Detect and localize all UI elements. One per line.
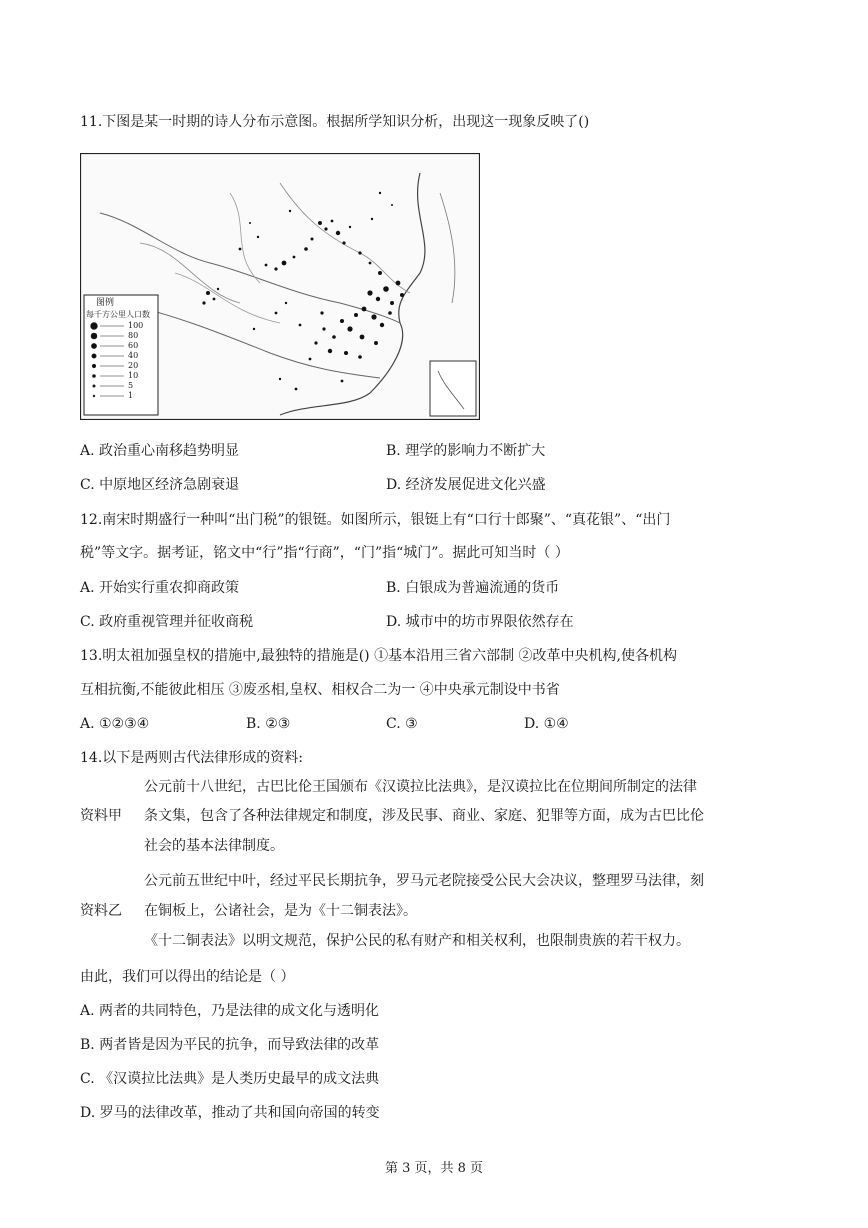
page-footer: 第 3 页，共 8 页 <box>384 1161 484 1176</box>
material-a-line: 社会的基本法律制度。 <box>144 838 284 854</box>
material-a-line: 条文集，包含了各种法律规定和制度，涉及民事、商业、家庭、犯罪等方面，成为古巴比伦 <box>144 808 704 824</box>
q12-option-c[interactable]: C. 政府重视管理并征收商税 <box>80 614 254 630</box>
q11-option-b[interactable]: B. 理学的影响力不断扩大 <box>386 443 546 459</box>
material-a-label: 资料甲 <box>80 808 122 824</box>
map-legend-title: 图例 <box>96 298 115 308</box>
map-legend-value: 60 <box>128 341 139 350</box>
q13-option-a[interactable]: A. ①②③④ <box>80 716 150 732</box>
q14-option-b[interactable]: B. 两者皆是因为平民的抗争，而导致法律的改革 <box>80 1037 380 1053</box>
material-b-line: 《十二铜表法》以明文规范，保护公民的私有财产和相关权利，也限制贵族的若干权力。 <box>144 933 690 949</box>
poet-distribution-map <box>80 153 480 420</box>
q13-stem-line2: 互相抗衡,不能彼此相压 ③废丞相,皇权、相权合二为一 ④中央承元制设中书省 <box>80 682 560 698</box>
map-legend-value: 5 <box>128 381 134 390</box>
q12-option-a[interactable]: A. 开始实行重农抑商政策 <box>80 580 240 596</box>
q11-option-d[interactable]: D. 经济发展促进文化兴盛 <box>386 477 546 493</box>
q13-stem-line1: 13.明太祖加强皇权的措施中,最独特的措施是() ①基本沿用三省六部制 ②改革中央机构,使各机构 <box>80 648 677 664</box>
q13-option-d[interactable]: D. ①④ <box>524 716 569 732</box>
q14-option-d[interactable]: D. 罗马的法律改革，推动了共和国向帝国的转变 <box>80 1105 380 1121</box>
q11-option-a[interactable]: A. 政治重心南移趋势明显 <box>80 443 240 459</box>
q12-stem-line2: 税”等文字。据考证，铭文中“行”指“行商”，“门”指“城门”。据此可知当时（ ） <box>80 545 569 561</box>
q13-option-b[interactable]: B. ②③ <box>246 716 291 732</box>
map-legend-value: 1 <box>128 391 134 400</box>
material-b-line: 在铜板上，公诸社会，是为《十二铜表法》。 <box>144 903 417 919</box>
map-legend-value: 80 <box>128 331 139 340</box>
q12-option-b[interactable]: B. 白银成为普遍流通的货币 <box>386 580 560 596</box>
q11-stem: 11.下图是某一时期的诗人分布示意图。根据所学知识分析，出现这一现象反映了() <box>80 114 590 130</box>
q14-question: 由此，我们可以得出的结论是（ ） <box>80 969 295 985</box>
map-legend-value: 100 <box>128 321 144 330</box>
q12-stem-line1: 12.南宋时期盛行一种叫“出门税”的银铤。如图所示，银铤上有“口行十郎聚”、“真花银”、“出门 <box>80 512 671 528</box>
map-legend-value: 40 <box>128 351 139 360</box>
q12-option-d[interactable]: D. 城市中的坊市界限依然存在 <box>386 614 574 630</box>
material-b-line: 公元前五世纪中叶，经过平民长期抗争，罗马元老院接受公民大会决议，整理罗马法律，刻 <box>144 873 704 889</box>
map-legend-value: 10 <box>128 371 139 380</box>
q14-option-c[interactable]: C. 《汉谟拉比法典》是人类历史最早的成文法典 <box>80 1071 380 1087</box>
map-legend-subtitle: 每千方公里人口数 <box>86 310 150 319</box>
map-svg <box>80 153 480 420</box>
map-legend-value: 20 <box>128 361 139 370</box>
material-b-label: 资料乙 <box>80 903 122 919</box>
q14-option-a[interactable]: A. 两者的共同特色，乃是法律的成文化与透明化 <box>80 1003 380 1019</box>
q11-option-c[interactable]: C. 中原地区经济急剧衰退 <box>80 477 240 493</box>
material-a-line: 公元前十八世纪，古巴比伦王国颁布《汉谟拉比法典》，是汉谟拉比在位期间所制定的法律 <box>144 779 697 795</box>
q14-stem: 14.以下是两则古代法律形成的资料: <box>80 750 303 766</box>
q13-option-c[interactable]: C. ③ <box>386 716 418 732</box>
